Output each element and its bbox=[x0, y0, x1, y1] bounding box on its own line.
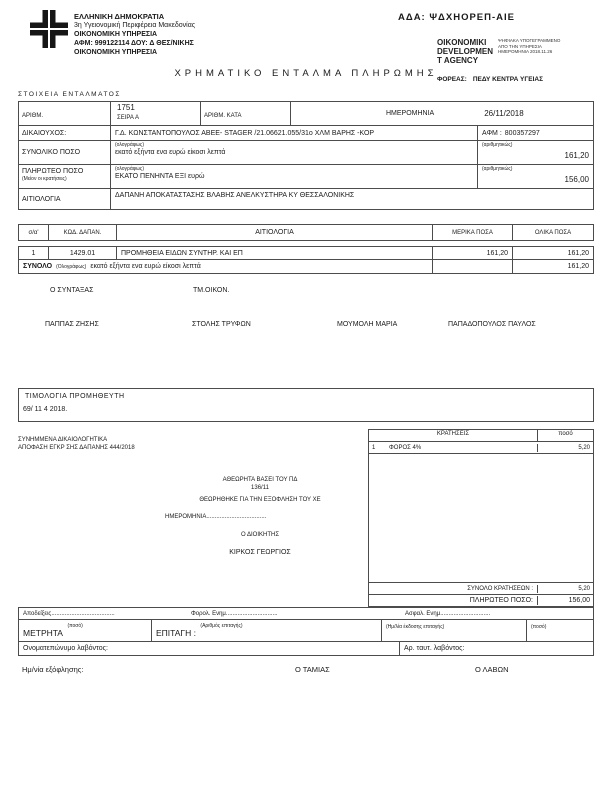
agency-header-block bbox=[74, 12, 195, 57]
in-digits-label: (αριθμητικώς) bbox=[482, 142, 513, 148]
payable-amount-label: ΠΛΗΡΩΤΕΟ ΠΟΣΟ bbox=[22, 168, 84, 175]
beneficiary-label: ΔΙΚΑΙΟΥΧΟΣ: bbox=[19, 126, 111, 140]
supplier-invoices-value: 69/ 11 4 2018. bbox=[23, 406, 68, 413]
payment-method-row bbox=[19, 620, 593, 642]
expense-sum-label: ΣΥΝΟΛΟ bbox=[23, 263, 53, 270]
deductions-payable-row bbox=[369, 594, 593, 606]
stamp-tiny-2: ΑΠΟ ΤΗΝ ΥΠΗΡΕΣΙΑ bbox=[498, 43, 542, 49]
supplier-invoices-box bbox=[18, 388, 594, 422]
order-date-label: ΗΜΕΡΟΜΗΝΙΑ bbox=[386, 110, 435, 117]
expense-row-reason: ΠΡΟΜΗΘΕΙΑ ΕΙΔΩΝ ΣΥΝΤΗΡ. ΚΑΙ ΕΠ bbox=[117, 247, 433, 259]
digital-signature-stamp bbox=[437, 38, 589, 65]
cash-label: ΜΕΤΡΗΤΑ bbox=[23, 628, 63, 638]
expense-sum-row bbox=[19, 260, 593, 273]
payable-amount-sublabel: (Μείον οι κρατήσεις) bbox=[22, 176, 67, 182]
expense-row-code: 1429.01 bbox=[49, 247, 117, 259]
deductions-table bbox=[368, 429, 594, 607]
deductions-sum-amount: 5,20 bbox=[537, 585, 593, 593]
certification-role: Ο ΔΙΟΙΚΗΤΗΣ bbox=[240, 532, 280, 538]
beneficiary-afm-label: ΑΦΜ : bbox=[482, 129, 502, 137]
deductions-title: ΚΡΑΤΗΣΕΙΣ bbox=[436, 431, 470, 437]
certification-date-dots: ΗΜΕΡΟΜΗΝΙΑ.................................... bbox=[165, 514, 267, 520]
signature-name-1: ΠΑΠΠΑΣ ΖΗΣΗΣ bbox=[45, 321, 99, 328]
reason-label: ΑΙΤΙΟΛΟΓΙΑ bbox=[19, 189, 111, 209]
stamp-tiny-1: ΨΗΦΙΑΚΑ ΥΠΟΓΕΓΡΑΜΜΕΝΟ bbox=[498, 38, 561, 43]
certification-block bbox=[165, 476, 355, 557]
stamp-line-3: T AGENCY bbox=[437, 56, 479, 65]
in-words-label: (ολογράφως) bbox=[115, 142, 145, 148]
health-region-name: 3η Υγειονομική Περιφέρεια Μακεδονίας bbox=[74, 22, 196, 29]
expense-sum-total: 161,20 bbox=[567, 263, 589, 270]
deductions-amount-header: ποσό bbox=[537, 430, 593, 441]
foreas-label: ΦΟΡΕΑΣ: bbox=[437, 76, 467, 83]
order-row-beneficiary bbox=[19, 126, 593, 141]
receiver-label: Ο ΛΑΒΩΝ bbox=[475, 665, 509, 674]
deductions-sum-row bbox=[369, 582, 593, 594]
expense-col-partial: ΜΕΡΙΚΑ ΠΟΣΑ bbox=[433, 225, 513, 240]
certification-name: ΚΙΡΚΟΣ ΓΕΩΡΓΙΟΣ bbox=[229, 549, 291, 556]
expense-row-total: 161,20 bbox=[567, 249, 589, 257]
ada-code: ΑΔΑ: ΨΔΧΗΟΡΕΠ-ΑΙΕ bbox=[398, 12, 515, 23]
payee-name-label: Ονοματεπώνυμο λαβόντος: bbox=[19, 642, 400, 655]
expense-col-total: ΟΛΙΚΑ ΠΟΣΑ bbox=[534, 229, 572, 236]
deduction-row-amount: 5,20 bbox=[537, 444, 593, 452]
deductions-sum-label: ΣΥΝΟΛΟ ΚΡΑΤΗΣΕΩΝ : bbox=[467, 585, 533, 592]
expense-col-code: ΚΩΔ. ΔΑΠΑΝ. bbox=[49, 225, 117, 240]
cheque-amount-label: (ποσό) bbox=[531, 624, 547, 630]
expense-table-body bbox=[18, 246, 594, 274]
deductions-payable-label: ΠΛΗΡΩΤΕΟ ΠΟΣΟ: bbox=[469, 597, 533, 604]
deductions-row bbox=[369, 442, 593, 454]
total-amount-words: εκατό εξήντα ενα ευρώ είκοσι λεπτά bbox=[115, 149, 226, 156]
order-details-section-label: ΣΤΟΙΧΕΙΑ ΕΝΤΑΛΜΑΤΟΣ bbox=[18, 91, 121, 98]
order-row-total bbox=[19, 141, 593, 165]
in-digits-label-2: (αριθμητικώς) bbox=[482, 166, 513, 172]
payment-footer-table bbox=[18, 607, 594, 656]
order-number-kata-label: ΑΡΙΘΜ. ΚΑΤΑ bbox=[204, 113, 242, 119]
country-name: ΕΛΛΗΝΙΚΗ ΔΗΜΟΚΡΑΤΙΑ bbox=[74, 12, 165, 21]
supplier-invoices-label: ΤΙΜΟΛΟΓΙΑ ΠΡΟΜΗΘΕΥΤΗ bbox=[25, 393, 125, 400]
cheque-label: ΕΠΙΤΑΓΗ : bbox=[156, 628, 196, 638]
payable-amount-words: ΕΚΑΤΟ ΠΕΝΗΝΤΑ ΕΞΙ ευρώ bbox=[115, 173, 205, 180]
order-date-value: 26/11/2018 bbox=[484, 108, 524, 118]
stamp-line-2: DEVELOPMEN bbox=[437, 47, 494, 56]
author-role-label: Ο ΣΥΝΤΑΞΑΣ bbox=[50, 287, 94, 294]
total-amount-label: ΣΥΝΟΛΙΚΟ ΠΟΣΟ bbox=[19, 141, 111, 164]
payee-id-label: Αρ. ταυτ. λαβόντος: bbox=[404, 645, 465, 652]
clearances-row bbox=[19, 608, 593, 620]
payable-amount-digits: 156,00 bbox=[564, 175, 589, 184]
stamp-tiny-text bbox=[493, 38, 560, 65]
service-name-2: ΟΙΚΟΝΟΜΙΚΗ ΥΠΗΡΕΣΙΑ bbox=[74, 49, 158, 56]
signature-name-2: ΣΤΟΛΗΣ ΤΡΥΦΩΝ bbox=[192, 321, 251, 328]
greek-cross-logo bbox=[30, 10, 68, 48]
receipts-dots: Αποδείξεις...................................... bbox=[23, 610, 115, 617]
beneficiary-value: Γ.Δ. ΚΩΝΣΤΑΝΤΟΠΟΥΛΟΣ ΑΒΕΕ- STAGER /21.06621.055/31ο ΧΛΜ ΒΑΡΗΣ -ΚΟΡ bbox=[111, 126, 478, 140]
agency-afm: ΑΦΜ: 999122114 ΔΟΥ: Δ ΘΕΣ/ΝΙΚΗΣ bbox=[74, 40, 194, 47]
deductions-header bbox=[369, 430, 593, 442]
beneficiary-afm-value: 800357297 bbox=[504, 129, 540, 137]
stamp-line-1: OIKONOMIKI bbox=[437, 38, 487, 47]
total-amount-digits: 161,20 bbox=[564, 151, 589, 160]
expense-row bbox=[19, 247, 593, 260]
deductions-spacer bbox=[369, 454, 593, 582]
certification-line-3: ΘΕΩΡΗΘΗΚΕ ΓΙΑ ΤΗΝ ΕΞΟΦΛΗΣΗ ΤΟΥ ΧΕ bbox=[199, 497, 321, 503]
cheque-number-label: (Αριθμός επιταγής) bbox=[200, 623, 243, 629]
attachments-value: ΑΠΟΦΑΣΗ ΕΓΚΡ ΣΗΣ ΔΑΠΑΝΗΣ 444/2018 bbox=[18, 445, 135, 451]
service-name: ΟΙΚΟΝΟΜΙΚΗ ΥΠΗΡΕΣΙΑ bbox=[74, 31, 158, 38]
order-row-reason bbox=[19, 189, 593, 209]
order-number-value: 1751 bbox=[117, 103, 135, 112]
cheque-date-label: (Ημ/λία έκδοσης επιταγής) bbox=[382, 620, 527, 641]
document-title: ΧΡΗΜΑΤΙΚΟ ΕΝΤΑΛΜΑ ΠΛΗΡΩΜΗΣ bbox=[174, 68, 438, 79]
order-row-payable bbox=[19, 165, 593, 189]
order-details-table bbox=[18, 101, 594, 210]
attachments-block bbox=[18, 436, 348, 452]
in-words-label-2: (ολογράφως) bbox=[115, 166, 145, 172]
order-number-label: ΑΡΙΘΜ. bbox=[22, 113, 44, 119]
reason-value: ΔΑΠΑΝΗ ΑΠΟΚΑΤΑΣΤΑΣΗΣ ΒΛΑΒΗΣ ΑΝΕΛΚΥΣΤΗΡΑ ΚΥ ΘΕΣΣΑΛΟΝΙΚΗΣ bbox=[115, 192, 355, 199]
foreas-value: ΠΕΔΥ ΚΕΝΤΡΑ ΥΓΕΙΑΣ bbox=[472, 76, 543, 83]
tax-clearance-dots: Φορολ. Ενημ............................... bbox=[191, 610, 278, 617]
attachments-label: ΣΥΝΗΜΜΕΝΑ ΔΙΚΑΙΟΛΟΓΗΤΙΚΑ bbox=[18, 437, 108, 443]
expense-sum-words-tag: (Ολογράφως) bbox=[56, 263, 87, 270]
cashier-label: Ο ΤΑΜΙΑΣ bbox=[295, 665, 330, 674]
cash-sublabel: (ποσό) bbox=[67, 623, 83, 629]
expense-col-sa: σ/α' bbox=[19, 225, 49, 240]
payee-row bbox=[19, 642, 593, 655]
payoff-date-label: Ημ/νία εξόφλησης: bbox=[22, 665, 84, 674]
signature-name-3: ΜΟΥΜΟΛΗ ΜΑΡΙΑ bbox=[337, 321, 398, 328]
expense-row-partial: 161,20 bbox=[433, 247, 513, 259]
expense-col-reason: ΑΙΤΙΟΛΟΓΙΑ bbox=[117, 225, 433, 240]
expense-row-sa: 1 bbox=[19, 247, 49, 259]
insurance-clearance-dots: Ασφαλ. Ενημ.............................. bbox=[405, 610, 491, 617]
stamp-bold-text bbox=[437, 38, 493, 65]
signature-name-4: ΠΑΠΑΔΟΠΟΥΛΟΣ ΠΑΥΛΟΣ bbox=[448, 321, 536, 328]
deduction-row-desc: ΦΟΡΟΣ 4% bbox=[389, 444, 422, 451]
cross-icon bbox=[30, 10, 68, 48]
expense-sum-words: εκατό εξήντα ενα ευρώ είκοσι λεπτά bbox=[90, 263, 201, 270]
dept-role-label: ΤΜ.ΟΙΚΟΝ. bbox=[193, 287, 230, 294]
certification-line-2: 136/11 bbox=[251, 485, 269, 491]
expense-table-header bbox=[18, 224, 594, 241]
order-row-numbers bbox=[19, 102, 593, 126]
stamp-tiny-3: ΗΜΕΡΟΜΗΝΙΑ 2018.11.26 bbox=[498, 49, 553, 54]
order-series: ΣΕΙΡΑ Α bbox=[117, 115, 139, 121]
expense-sum-partial-empty bbox=[433, 260, 513, 273]
deduction-row-num: 1 bbox=[372, 444, 376, 451]
certification-line-1: ΑΘΕΩΡΗΤΑ ΒΑΣΕΙ ΤΟΥ ΠΔ bbox=[222, 477, 298, 483]
deductions-payable-amount: 156,00 bbox=[537, 596, 593, 605]
